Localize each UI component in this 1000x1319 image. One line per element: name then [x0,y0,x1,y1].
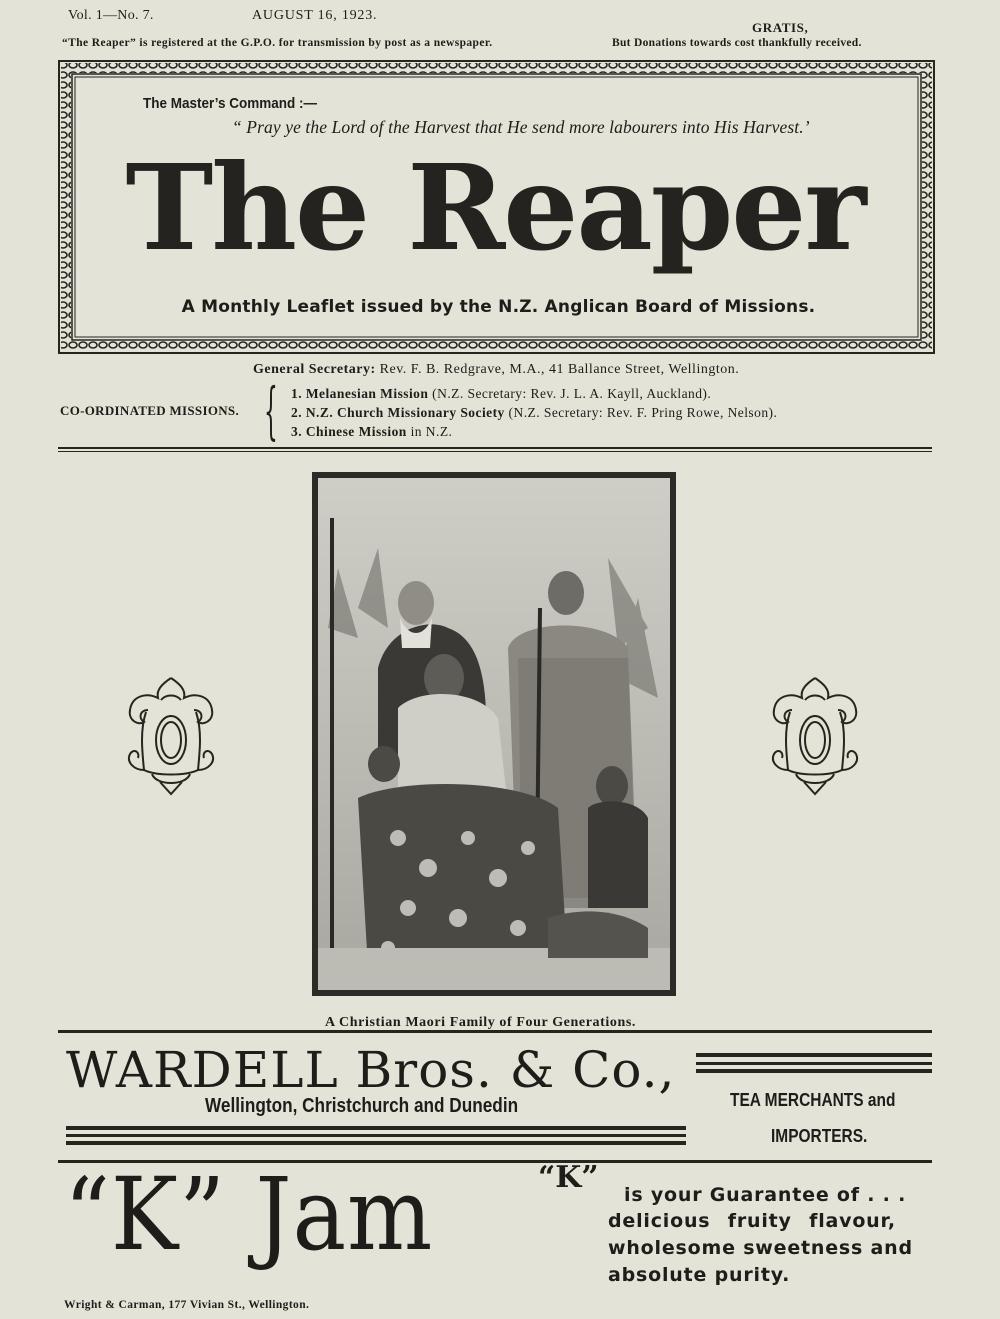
command-label: The Master’s Command :— [143,95,318,112]
divider-rule [66,1141,686,1145]
divider-rule [58,451,932,452]
divider-rule [58,1030,932,1033]
mission-detail: (N.Z. Secretary: Rev. J. L. A. Kayll, Auckland). [428,386,712,401]
wardell-cities: Wellington, Christchurch and Dunedin [205,1095,519,1117]
ornament-left-icon [116,670,226,800]
family-photograph [312,472,676,996]
masthead-subtitle: A Monthly Leaflet issued by the N.Z. Anglican Board of Missions. [181,297,816,317]
kjam-line1: is your Guarantee of . . . [624,1184,907,1206]
command-quote: “ Pray ye the Lord of the Harvest that He send more labourers into His Harvest.’ [232,117,810,137]
general-secretary [253,362,739,378]
wardell-tagline-line2: IMPORTERS. [771,1126,868,1146]
divider-rule [696,1053,932,1057]
general-secretary-text: Rev. F. B. Redgrave, M.A., 41 Ballance Street, Wellington. [379,362,740,377]
ornament-right-icon [760,670,870,800]
mission-name: 3. Chinese Mission [291,424,407,439]
divider-rule [58,447,932,449]
mission-item [291,386,711,402]
photo-caption: A Christian Maori Family of Four Generations. [325,1015,636,1030]
mission-item [291,405,777,421]
divider-rule [66,1126,686,1130]
general-secretary-label: General Secretary: [253,362,376,377]
printer-imprint: Wright & Carman, 177 Vivian St., Wellington. [64,1299,310,1311]
masthead-title: The Reaper [125,138,865,277]
kjam-line2: delicious fruity flavour, [608,1210,896,1232]
donations-note: But Donations towards cost thankfully received. [612,37,862,49]
kjam-k-mark: “K” [538,1160,599,1195]
divider-rule [696,1062,932,1065]
kjam-line3: wholesome sweetness and [608,1237,913,1259]
issue-date: AUGUST 16, 1923. [252,8,378,23]
mission-detail: in N.Z. [406,424,453,439]
kjam-line4: absolute purity. [608,1264,791,1286]
mission-name: 2. N.Z. Church Missionary Society [291,405,505,420]
kjam-product-name: “K” Jam [64,1156,434,1273]
registration-note: “The Reaper” is registered at the G.P.O. for transmission by post as a newspaper. [62,37,493,49]
divider-rule [66,1134,686,1137]
mission-name: 1. Melanesian Mission [291,386,429,401]
divider-rule [696,1069,932,1073]
photo-image [318,478,670,990]
wardell-tagline-line1: TEA MERCHANTS and [730,1090,896,1110]
mission-item [291,424,452,440]
gratis-note: GRATIS, [752,20,809,35]
mission-detail: (N.Z. Secretary: Rev. F. Pring Rowe, Nelson). [504,405,778,420]
volume-number: Vol. 1—No. 7. [68,8,154,23]
wardell-company-name: WARDELL Bros. & Co., [66,1041,676,1099]
missions-label: CO-ORDINATED MISSIONS. [60,403,239,418]
brace-symbol: { [264,374,278,447]
